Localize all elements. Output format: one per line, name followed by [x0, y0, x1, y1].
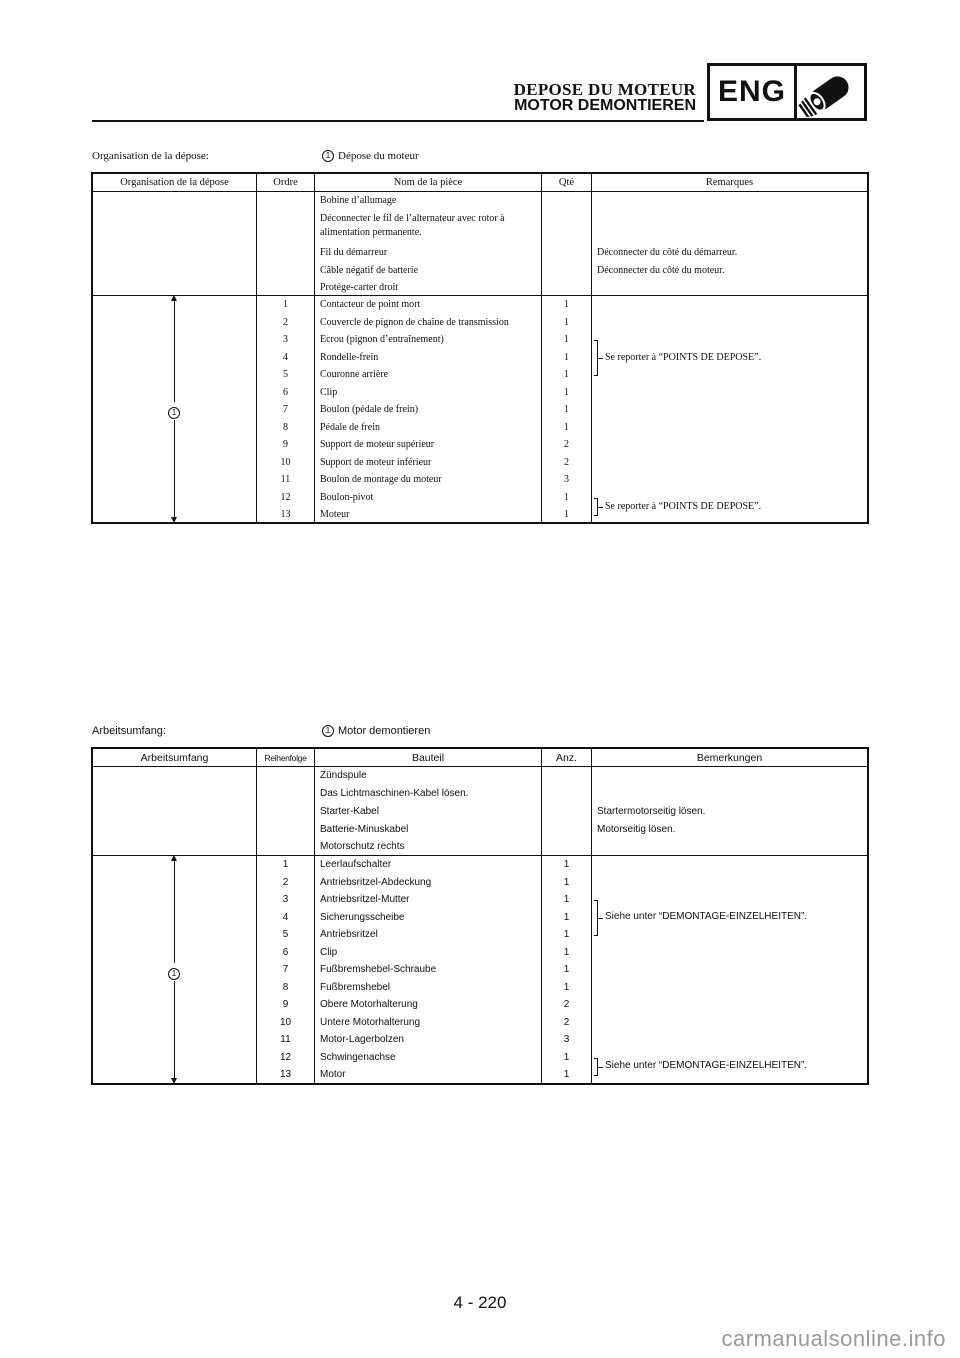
table-cell-order: 13	[280, 509, 291, 521]
table-cell-order: 8	[282, 981, 289, 993]
table-cell-qty: 1	[564, 404, 569, 416]
org-label-fr: Organisation de la dépose:	[92, 150, 209, 162]
removal-table-fr	[91, 172, 869, 524]
table-row: Bobine d’allumage	[320, 195, 397, 206]
table-cell-order: 5	[282, 929, 289, 941]
col-header: Bemerkungen	[696, 751, 763, 764]
col-header: Ordre	[257, 174, 315, 191]
table-cell-name: Couvercle de pignon de chaîne de transmission	[320, 316, 509, 328]
table-cell-order: 12	[280, 491, 291, 503]
col-header: Nom de la pièce	[315, 174, 542, 191]
table-cell-qty: 1	[563, 981, 570, 993]
table-cell-name: Ecrou (pignon d’entraînement)	[320, 334, 444, 346]
step-text: Motor demontieren	[338, 725, 431, 737]
table-cell-order: 1	[283, 299, 288, 311]
col-header: Anz.	[542, 749, 592, 766]
sequence-arrow	[93, 296, 257, 523]
table-row: Protège-carter droit	[320, 282, 399, 293]
table-cell-name: Untere Motorhalterung	[320, 1016, 421, 1028]
remarks-column	[592, 296, 867, 523]
header-rule	[92, 120, 704, 122]
table-cell-order: 3	[282, 894, 289, 906]
table-row: Das Lichtmaschinen-Kabel lösen.	[320, 787, 469, 799]
step-text: Dépose du moteur	[338, 150, 419, 162]
table-cell-qty: 1	[564, 316, 569, 328]
arrow-step-badge: 1	[168, 968, 180, 980]
table-cell-qty: 3	[563, 1034, 570, 1046]
table-cell-qty: 1	[564, 369, 569, 381]
table-cell-name: Pédale de frein	[320, 421, 380, 433]
table-cell-qty: 1	[564, 491, 569, 503]
table-cell-qty: 1	[563, 964, 570, 976]
col-header: Arbeitsumfang	[93, 749, 257, 766]
table-cell-qty: 1	[563, 929, 570, 941]
step-number-badge: 1	[322, 150, 334, 162]
table-cell-name: Antriebsritzel-Mutter	[320, 894, 410, 906]
sequence-arrow	[93, 856, 257, 1084]
table-cell-name: Support de moteur inférieur	[320, 456, 432, 468]
table-cell-qty: 1	[564, 334, 569, 346]
table-cell-name: Contacteur de point mort	[320, 299, 421, 311]
table-cell-order: 6	[282, 946, 289, 958]
table-row: Motorschutz rechts	[320, 841, 405, 852]
step-title-fr	[322, 150, 419, 162]
table-cell-order: 6	[283, 386, 288, 398]
table-cell-name: Rondelle-frein	[320, 351, 379, 363]
table-cell-name: Fußbremshebel-Schraube	[320, 964, 437, 976]
remark: Siehe unter “DEMONTAGE-EINZELHEITEN”.	[605, 1060, 808, 1071]
arrow-step-badge: 1	[168, 407, 180, 419]
table-cell-name: Couronne arrière	[320, 369, 389, 381]
table-cell-qty: 2	[564, 456, 569, 468]
badge-label: ENG	[710, 66, 797, 118]
table-cell-order: 1	[282, 859, 289, 871]
remark: Motorseitig lösen.	[597, 823, 676, 835]
remark: Siehe unter “DEMONTAGE-EINZELHEITEN”.	[605, 911, 808, 922]
remark: Se reporter à “POINTS DE DEPOSE”.	[605, 501, 762, 512]
table-row: Batterie-Minuskabel	[320, 823, 409, 835]
remark: Déconnecter du côté du démarreur.	[597, 246, 738, 258]
table-cell-qty: 1	[563, 859, 570, 871]
table-cell-name: Support de moteur supérieur	[320, 439, 435, 451]
removal-steps-group	[93, 296, 867, 523]
table-row: Fil du démarreur	[320, 246, 388, 258]
table-cell-order: 7	[282, 964, 289, 976]
table-cell-qty: 2	[563, 999, 570, 1011]
table-cell-order: 12	[279, 1051, 292, 1063]
table-cell-qty: 2	[564, 439, 569, 451]
table-cell-order: 2	[282, 876, 289, 888]
table-cell-name: Boulon de montage du moteur	[320, 474, 442, 486]
table-cell-name: Leerlaufschalter	[320, 859, 392, 871]
table-row: Starter-Kabel	[320, 805, 379, 817]
col-header: Bauteil	[315, 749, 542, 766]
table-cell-order: 4	[283, 351, 288, 363]
table-cell-name: Schwingenachse	[320, 1051, 396, 1063]
org-label-de: Arbeitsumfang:	[92, 725, 166, 737]
table-cell-order: 11	[280, 1034, 291, 1046]
table-cell-name: Clip	[320, 386, 338, 398]
table-cell-qty: 1	[563, 894, 570, 906]
table-cell-order: 2	[283, 316, 288, 328]
table-cell-qty: 1	[563, 1051, 570, 1063]
col-header: Qté	[542, 174, 592, 191]
table-cell-order: 8	[283, 421, 288, 433]
table-cell-name: Sicherungsscheibe	[320, 911, 405, 923]
table-cell-qty: 1	[564, 351, 569, 363]
table-cell-name: Antriebsritzel-Abdeckung	[320, 876, 432, 888]
table-cell-order: 7	[283, 404, 288, 416]
table-cell-name: Obere Motorhalterung	[320, 999, 418, 1011]
table-cell-qty: 1	[564, 386, 569, 398]
remark: Déconnecter du côté du moteur.	[597, 264, 725, 276]
table-row: Zündspule	[320, 770, 367, 781]
table-cell-name: Motor-Lagerbolzen	[320, 1034, 404, 1046]
table-cell-order: 9	[282, 999, 289, 1011]
removal-steps-group	[93, 856, 867, 1084]
table-row: Déconnecter le fil de l’alternateur avec rotor à alimentation permanente.	[320, 213, 505, 238]
table-cell-qty: 1	[563, 946, 570, 958]
table-cell-name: Antriebsritzel	[320, 929, 378, 941]
table-cell-order: 13	[279, 1069, 292, 1081]
remarks-column	[592, 856, 867, 1084]
table-cell-name: Boulon-pivot	[320, 491, 374, 503]
table-cell-order: 10	[279, 1016, 292, 1028]
table-cell-qty: 2	[563, 1016, 570, 1028]
page-title-de: MOTOR DEMONTIEREN	[514, 97, 696, 114]
col-header: Remarques	[705, 177, 754, 188]
table-cell-order: 10	[280, 456, 291, 468]
remark: Startermotorseitig lösen.	[597, 805, 706, 817]
col-header: Organisation de la dépose	[93, 174, 257, 191]
table-cell-name: Clip	[320, 946, 338, 958]
section-badge	[707, 63, 867, 121]
page-number: 4 - 220	[453, 1293, 507, 1312]
table-cell-name: Fußbremshebel	[320, 981, 391, 993]
table-cell-qty: 1	[563, 1069, 570, 1081]
table-cell-qty: 1	[563, 876, 570, 888]
table-cell-name: Motor	[320, 1069, 346, 1081]
removal-table-de	[91, 747, 869, 1085]
table-cell-order: 4	[282, 911, 289, 923]
table-cell-order: 9	[283, 439, 288, 451]
page-title-fr: DEPOSE DU MOTEUR	[513, 80, 696, 99]
preparation-group	[93, 192, 867, 296]
remark: Se reporter à “POINTS DE DEPOSE”.	[605, 352, 762, 363]
table-cell-order: 11	[280, 474, 291, 486]
table-cell-qty: 1	[563, 911, 570, 923]
table-header	[93, 174, 867, 192]
table-cell-qty: 1	[564, 509, 569, 521]
table-cell-name: Moteur	[320, 509, 350, 521]
table-header	[93, 749, 867, 767]
engine-icon	[797, 66, 864, 118]
step-number-badge: 1	[322, 725, 334, 737]
table-cell-name: Boulon (pédale de frein)	[320, 404, 419, 416]
table-cell-qty: 1	[564, 299, 569, 311]
table-cell-qty: 3	[564, 474, 569, 486]
col-header: Reihenfolge	[257, 749, 315, 766]
preparation-group	[93, 767, 867, 856]
table-cell-order: 5	[283, 369, 288, 381]
table-cell-order: 3	[283, 334, 288, 346]
watermark: carmanualsonline.info	[721, 1326, 946, 1351]
table-cell-qty: 1	[564, 421, 569, 433]
step-title-de	[322, 725, 430, 737]
table-row: Câble négatif de batterie	[320, 264, 419, 276]
